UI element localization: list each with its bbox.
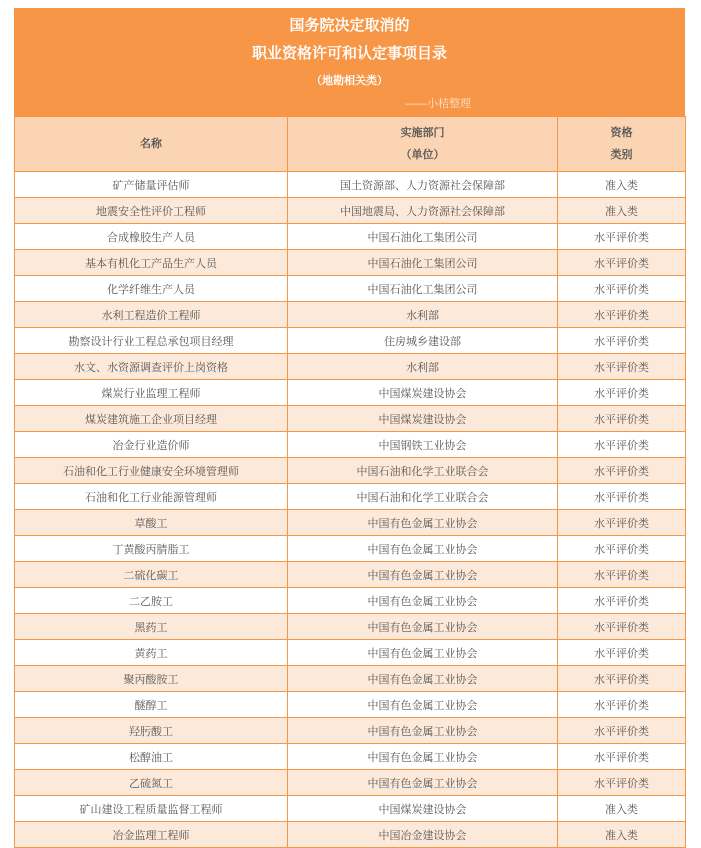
cell-type: 准入类: [558, 822, 686, 848]
table-row: [15, 640, 686, 666]
table-row: [15, 666, 686, 692]
cell-dept: 中国煤炭建设协会: [288, 796, 558, 822]
cell-type: 准入类: [558, 198, 686, 224]
table-row: [15, 224, 686, 250]
cell-type: 水平评价类: [558, 718, 686, 744]
table-row: [15, 484, 686, 510]
cell-name: 冶金行业造价师: [15, 432, 288, 458]
table-row: [15, 822, 686, 848]
cell-name: 黑药工: [15, 614, 288, 640]
cell-dept: 中国有色金属工业协会: [288, 718, 558, 744]
cell-type: 水平评价类: [558, 562, 686, 588]
cell-dept: 水利部: [288, 354, 558, 380]
cell-dept: 中国有色金属工业协会: [288, 536, 558, 562]
document-container: [14, 8, 685, 848]
cell-dept: 中国有色金属工业协会: [288, 770, 558, 796]
cell-name: 乙硫氮工: [15, 770, 288, 796]
column-header-dept-line2: （单位）: [400, 148, 445, 161]
cell-name: 基本有机化工产品生产人员: [15, 250, 288, 276]
cell-name: 水利工程造价工程师: [15, 302, 288, 328]
cell-type: 水平评价类: [558, 744, 686, 770]
cell-dept: 中国石油化工集团公司: [288, 276, 558, 302]
cell-name: 合成橡胶生产人员: [15, 224, 288, 250]
table-row: [15, 770, 686, 796]
cell-name: 醚醇工: [15, 692, 288, 718]
cell-name: 水文、水资源调查评价上岗资格: [15, 354, 288, 380]
cell-name: 冶金监理工程师: [15, 822, 288, 848]
cell-dept: 中国有色金属工业协会: [288, 614, 558, 640]
cell-dept: 中国有色金属工业协会: [288, 510, 558, 536]
cell-type: 水平评价类: [558, 276, 686, 302]
cell-dept: 中国地震局、人力资源社会保障部: [288, 198, 558, 224]
cell-name: 羟肟酸工: [15, 718, 288, 744]
table-row: [15, 588, 686, 614]
table-row: [15, 718, 686, 744]
title-banner: [14, 8, 685, 116]
cell-name: 矿山建设工程质量监督工程师: [15, 796, 288, 822]
cell-type: 水平评价类: [558, 406, 686, 432]
cell-type: 水平评价类: [558, 692, 686, 718]
cell-type: 水平评价类: [558, 614, 686, 640]
table-row: [15, 458, 686, 484]
table-row: [15, 302, 686, 328]
table-row: [15, 510, 686, 536]
table-row: [15, 276, 686, 302]
cell-name: 丁黄酸丙腈脂工: [15, 536, 288, 562]
cell-dept: 中国有色金属工业协会: [288, 562, 558, 588]
table-row: [15, 536, 686, 562]
table-row: [15, 614, 686, 640]
cell-name: 化学纤维生产人员: [15, 276, 288, 302]
cell-type: 水平评价类: [558, 328, 686, 354]
column-header-name-label: 名称: [140, 137, 162, 150]
cell-type: 水平评价类: [558, 770, 686, 796]
cell-dept: 中国煤炭建设协会: [288, 406, 558, 432]
column-header-type-line2: 类别: [610, 148, 633, 161]
cell-name: 矿产储量评估师: [15, 172, 288, 198]
cell-dept: 中国石油和化学工业联合会: [288, 458, 558, 484]
cell-dept: 中国石油和化学工业联合会: [288, 484, 558, 510]
credit: ——小桔整理: [405, 97, 471, 110]
cell-type: 准入类: [558, 796, 686, 822]
table-row: [15, 406, 686, 432]
cell-type: 水平评价类: [558, 640, 686, 666]
table-row: [15, 172, 686, 198]
cell-type: 水平评价类: [558, 666, 686, 692]
cell-type: 水平评价类: [558, 510, 686, 536]
cell-dept: 中国钢铁工业协会: [288, 432, 558, 458]
table-row: [15, 744, 686, 770]
cell-type: 水平评价类: [558, 224, 686, 250]
cell-type: 水平评价类: [558, 432, 686, 458]
cell-name: 石油和化工行业能源管理师: [15, 484, 288, 510]
cell-name: 聚丙酸胺工: [15, 666, 288, 692]
subtitle: （地勘相关类）: [311, 74, 388, 87]
cell-type: 水平评价类: [558, 302, 686, 328]
cell-dept: 中国有色金属工业协会: [288, 744, 558, 770]
cell-type: 水平评价类: [558, 354, 686, 380]
cell-dept: 中国石油化工集团公司: [288, 250, 558, 276]
cell-type: 水平评价类: [558, 588, 686, 614]
cell-name: 松醇油工: [15, 744, 288, 770]
cell-name: 石油和化工行业健康安全环境管理师: [15, 458, 288, 484]
table-row: [15, 796, 686, 822]
title-line-1: 国务院决定取消的: [289, 16, 410, 34]
column-header-dept-line1: 实施部门: [400, 126, 445, 139]
cell-name: 煤炭建筑施工企业项目经理: [15, 406, 288, 432]
table-row: [15, 432, 686, 458]
cell-dept: 中国有色金属工业协会: [288, 692, 558, 718]
cell-dept: 中国有色金属工业协会: [288, 588, 558, 614]
cell-type: 水平评价类: [558, 458, 686, 484]
cell-dept: 国土资源部、人力资源社会保障部: [288, 172, 558, 198]
column-header-type-line1: 资格: [610, 126, 633, 139]
table-row: [15, 198, 686, 224]
cell-name: 煤炭行业监理工程师: [15, 380, 288, 406]
cell-type: 准入类: [558, 172, 686, 198]
cell-name: 草酸工: [15, 510, 288, 536]
table-row: [15, 380, 686, 406]
cell-dept: 水利部: [288, 302, 558, 328]
cell-type: 水平评价类: [558, 380, 686, 406]
table-row: [15, 692, 686, 718]
cell-dept: 中国冶金建设协会: [288, 822, 558, 848]
column-header-type: [558, 117, 686, 172]
table-row: [15, 250, 686, 276]
table-row: [15, 354, 686, 380]
table-header-row: [15, 117, 686, 172]
cell-dept: 中国有色金属工业协会: [288, 666, 558, 692]
table-row: [15, 562, 686, 588]
cell-name: 地震安全性评价工程师: [15, 198, 288, 224]
cell-dept: 中国有色金属工业协会: [288, 640, 558, 666]
column-header-name: [15, 117, 288, 172]
cell-dept: 中国煤炭建设协会: [288, 380, 558, 406]
qualification-table: [14, 116, 686, 848]
cell-dept: 中国石油化工集团公司: [288, 224, 558, 250]
table-row: [15, 328, 686, 354]
title-line-2: 职业资格许可和认定事项目录: [251, 44, 447, 62]
cell-type: 水平评价类: [558, 484, 686, 510]
cell-type: 水平评价类: [558, 536, 686, 562]
cell-dept: 住房城乡建设部: [288, 328, 558, 354]
cell-name: 勘察设计行业工程总承包项目经理: [15, 328, 288, 354]
cell-name: 二硫化碳工: [15, 562, 288, 588]
cell-type: 水平评价类: [558, 250, 686, 276]
cell-name: 二乙胺工: [15, 588, 288, 614]
cell-name: 黄药工: [15, 640, 288, 666]
column-header-dept: [288, 117, 558, 172]
